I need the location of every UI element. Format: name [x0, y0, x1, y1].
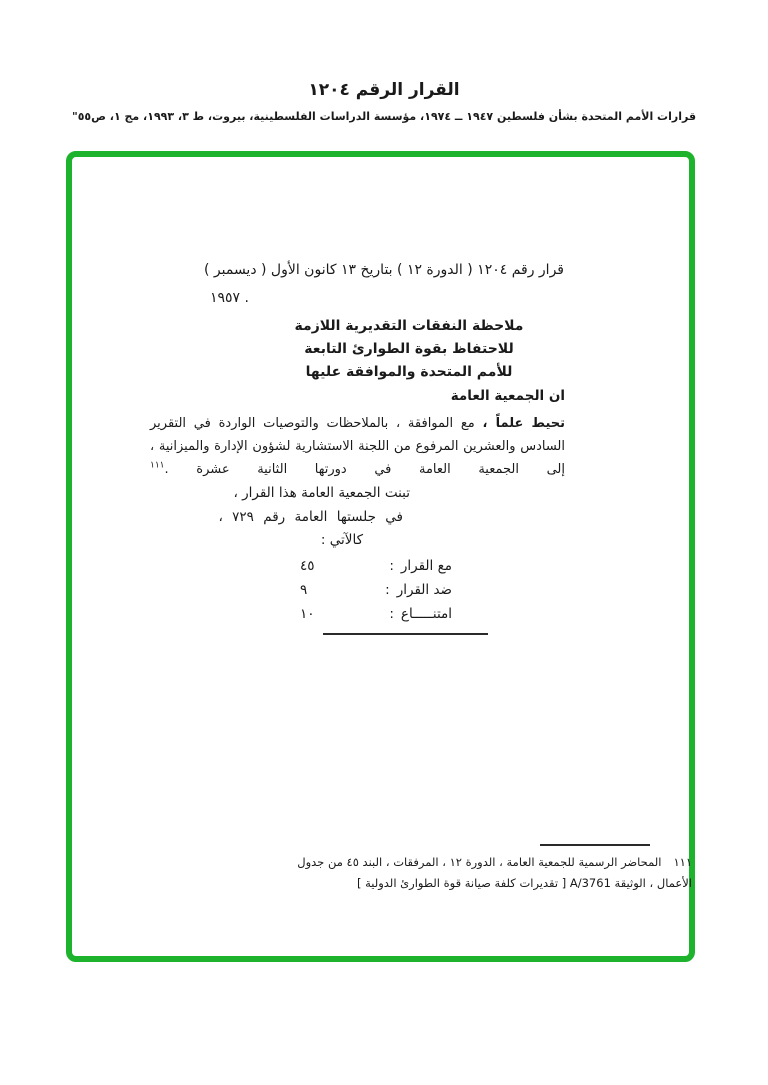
footnote-divider-rule: [540, 844, 650, 846]
footnote-reference: ١١١: [150, 460, 165, 471]
source-citation: قرارات الأمم المتحدة بشأن فلسطين ١٩٤٧ ــ ١٩٧٤، مؤسسة الدراسات الفلسطينية، بيروت، ط ٣، ١٩٩٣، مج ١، ص٥٥": [71, 110, 697, 123]
vote-row-against: [300, 582, 452, 598]
adoption-line-2: في جلستها العامة رقم ٧٢٩ ،: [218, 509, 403, 525]
footnote-text-1: المحاضر الرسمية للجمعية العامة ، الدورة ١٢ ، المرفقات ، البند ٤٥ من جدول: [297, 855, 662, 869]
resolution-heading: قرار رقم ١٢٠٤ ( الدورة ١٢ ) بتاريخ ١٣ كانون الأول ( ديسمبر ): [203, 262, 564, 278]
vote-separator: :: [385, 582, 390, 598]
subject-line: للأمم المتحدة والموافقة عليها: [305, 364, 513, 380]
paragraph-text: مع الموافقة ، بالملاحظات والتوصيات الواردة في التقرير السادس والعشرين المرفوع من اللجنة الاستشارية لشؤون الإدارة والميزانية ، إلى الجمعية العامة في دورتها الثانية عشرة .: [150, 416, 565, 477]
vote-label: ضد القرار: [396, 582, 452, 598]
vote-value: ٤٥: [300, 558, 315, 574]
vote-label: مع القرار: [400, 558, 452, 574]
vote-row-for: [300, 558, 452, 574]
adoption-line-3: كالآتي :: [320, 532, 363, 548]
footnote-number: ١١١: [673, 855, 692, 869]
page-title: القرار الرقم ١٢٠٤: [308, 80, 460, 100]
vote-separator: :: [389, 558, 394, 574]
subject-line: للاحتفاظ بقوة الطوارئ التابعة: [304, 341, 514, 357]
footnote: [297, 852, 692, 894]
resolution-heading-year: ١٩٥٧ .: [210, 290, 249, 306]
paragraph-lead: تحيط علماً ،: [482, 416, 566, 431]
vote-label: امتنـــــاع: [400, 606, 452, 622]
footnote-line-2: الأعمال ، الوثيقة A/3761 [ تقديرات كلفة صيانة قوة الطوارئ الدولية ]: [356, 876, 692, 890]
vote-tally: [300, 558, 452, 630]
adoption-line-1: تبنت الجمعية العامة هذا القرار ،: [233, 485, 410, 501]
resolution-subject: [253, 315, 565, 384]
vote-value: ١٠: [300, 606, 315, 622]
vote-row-abstain: [300, 606, 452, 622]
subject-line: ملاحظة النفقات التقديرية اللازمة: [294, 318, 524, 334]
footnote-line-1: [297, 852, 692, 873]
vote-value: ٩: [300, 582, 308, 598]
votes-divider-rule: [323, 633, 488, 635]
body-opening: ان الجمعية العامة: [450, 388, 565, 404]
vote-separator: :: [389, 606, 394, 622]
body-paragraph: [150, 412, 565, 481]
